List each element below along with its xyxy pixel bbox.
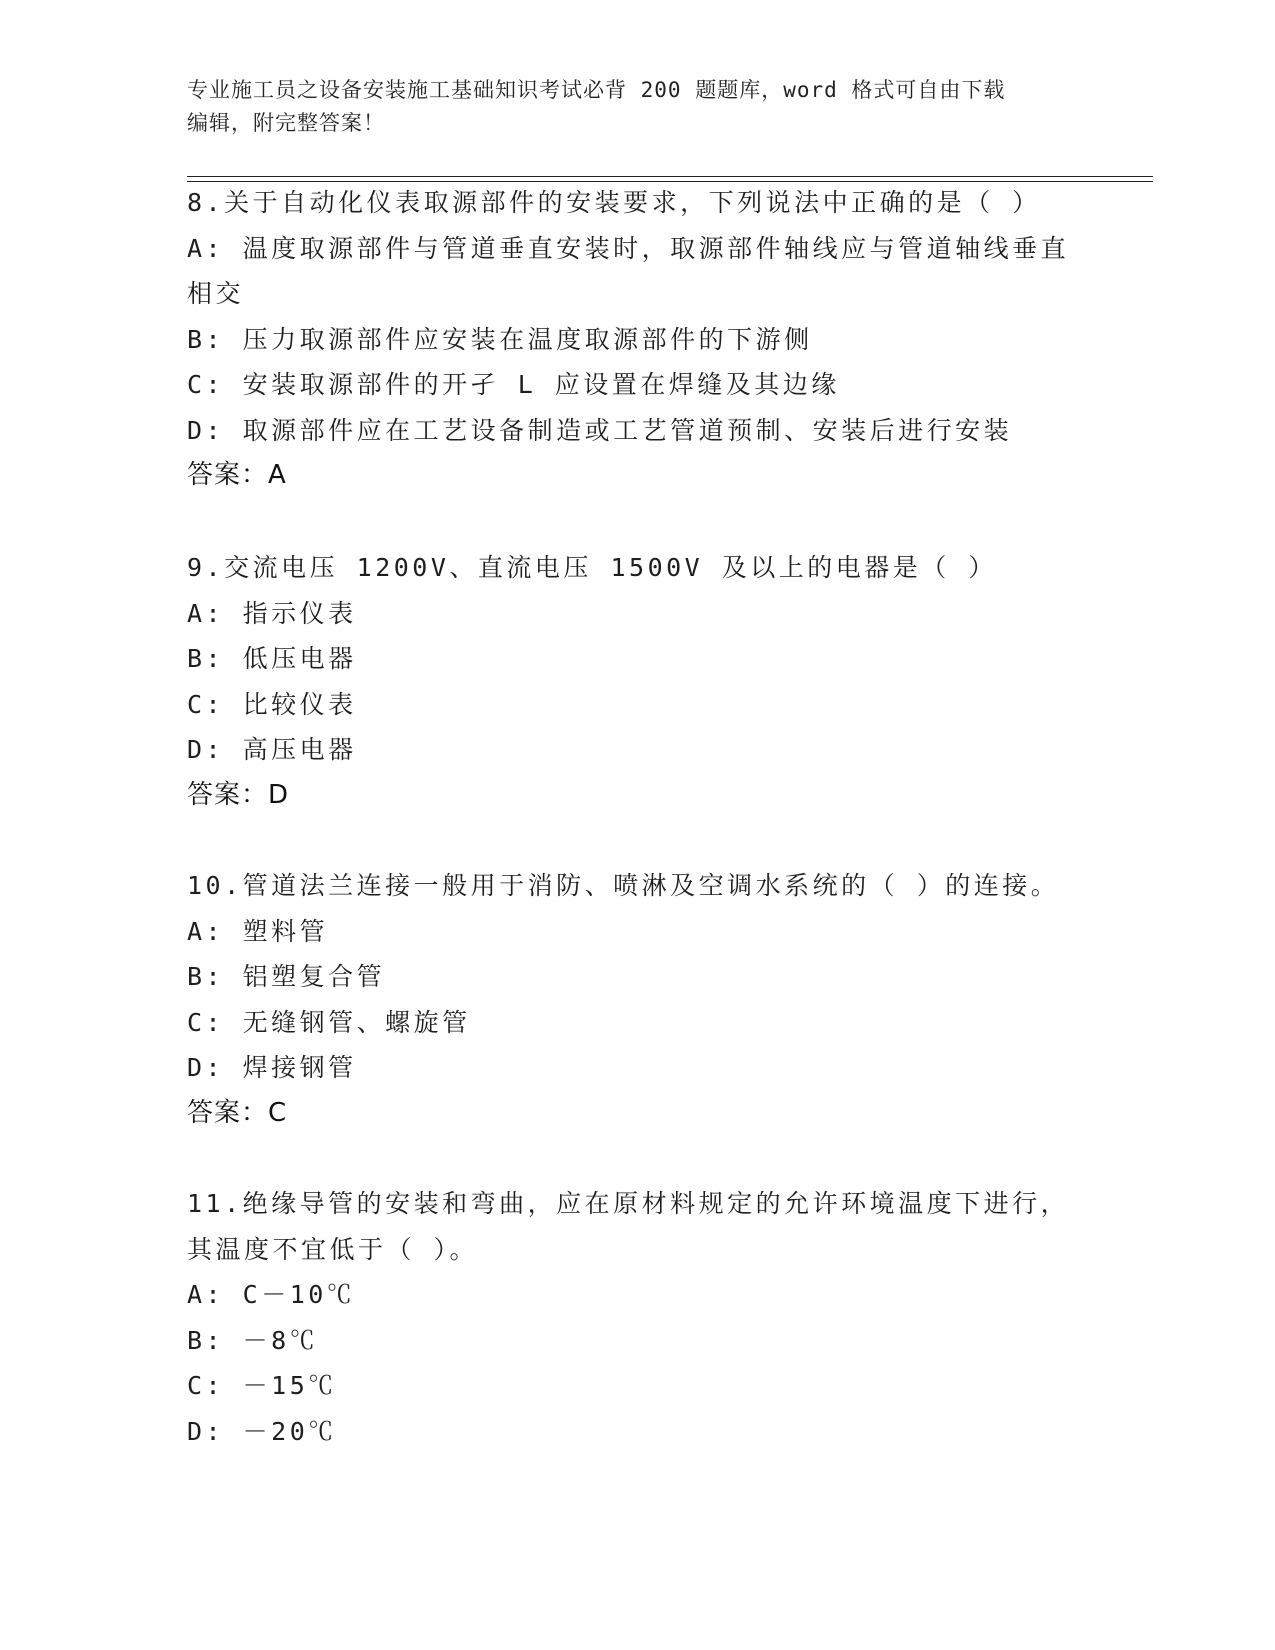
- document-header: [187, 74, 1067, 140]
- answer-label: 答案：C: [187, 1097, 288, 1128]
- option-a: A: 指示仪表: [187, 598, 357, 628]
- answer-label: 答案：D: [187, 779, 290, 810]
- question-9: [187, 545, 1087, 818]
- option-d: D: －20℃: [187, 1416, 337, 1446]
- option-d: D: 焊接钢管: [187, 1053, 357, 1082]
- option-b: B: －8℃: [187, 1325, 319, 1355]
- option-a-continued: 相交: [187, 279, 245, 308]
- header-line-2: 编辑，附完整答案！: [187, 111, 385, 135]
- option-c: C: －15℃: [187, 1371, 337, 1400]
- option-b: B: 压力取源部件应安装在温度取源部件的下游侧: [187, 324, 813, 354]
- option-b: B: 铝塑复合管: [187, 962, 386, 991]
- question-stem: 10.管道法兰连接一般用于消防、喷淋及空调水系统的（ ）的连接。: [187, 871, 1060, 900]
- question-10: [187, 863, 1087, 1136]
- option-d: D: 取源部件应在工艺设备制造或工艺管道预制、安装后进行安装: [187, 415, 1013, 445]
- question-stem: 11.绝缘导管的安装和弯曲，应在原材料规定的允许环境温度下进行，: [187, 1189, 1070, 1218]
- answer-label: 答案：A: [187, 460, 287, 490]
- option-c: C: 无缝钢管、螺旋管: [187, 1007, 471, 1037]
- option-a: A: 温度取源部件与管道垂直安装时，取源部件轴线应与管道轴线垂直: [187, 233, 1070, 263]
- option-d: D: 高压电器: [187, 735, 357, 764]
- question-8: [187, 180, 1087, 499]
- question-stem-continued: 其温度不宜低于（ ）。: [187, 1234, 479, 1264]
- option-c: C: 比较仪表: [187, 689, 357, 719]
- option-b: B: 低压电器: [187, 644, 357, 673]
- option-a: A: 塑料管: [187, 916, 329, 946]
- question-11: [187, 1181, 1087, 1454]
- question-stem: 9.交流电压 1200V、直流电压 1500V 及以上的电器是（ ）: [187, 553, 997, 582]
- option-a: A: C－10℃: [187, 1280, 356, 1309]
- option-c: C: 安装取源部件的开孑 L 应设置在焊缝及其边缘: [187, 370, 840, 399]
- question-stem: 8.关于自动化仪表取源部件的安装要求，下列说法中正确的是（ ）: [187, 188, 1041, 217]
- header-divider-top: [187, 176, 1153, 177]
- header-line-1: 专业施工员之设备安装施工基础知识考试必背 200 题题库，word 格式可自由下载: [187, 78, 1006, 102]
